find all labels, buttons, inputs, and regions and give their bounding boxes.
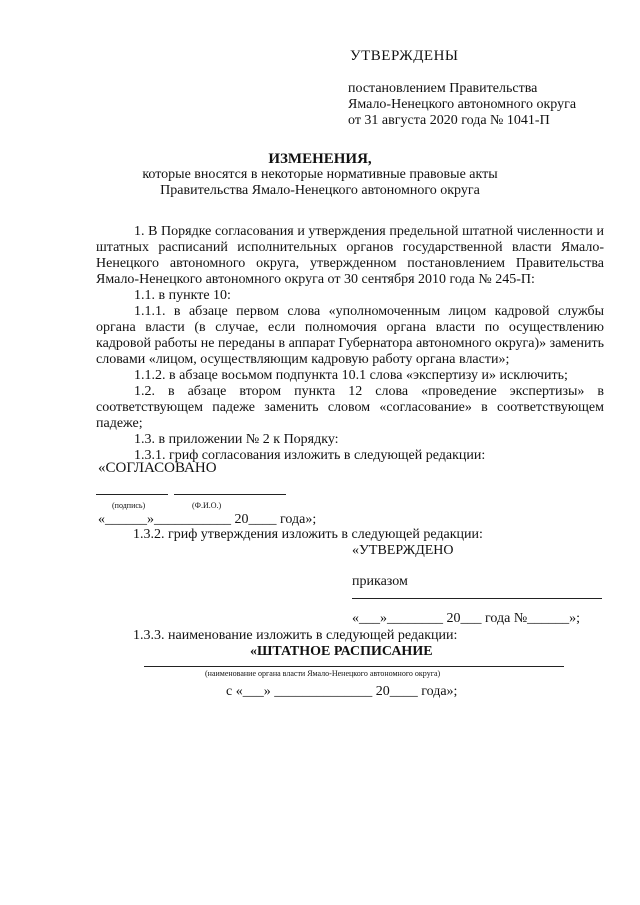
approved-stamp-order: приказом [352, 574, 408, 589]
name-line [174, 494, 286, 495]
paragraph-1-3: 1.3. в приложении № 2 к Порядку: [134, 432, 339, 447]
paragraph-1-3-2: 1.3.2. гриф утверждения изложить в следующей редакции: [133, 527, 483, 542]
approval-line-1: постановлением Правительства [348, 81, 538, 96]
approved-stamp-blank-line [352, 598, 602, 599]
staff-schedule-date-line: с «___» ______________ 20____ года»; [226, 684, 458, 699]
approval-line-2: Ямало-Ненецкого автономного округа [348, 97, 577, 112]
signature-caption: (подпись) [112, 501, 146, 510]
name-caption: (Ф.И.О.) [192, 501, 222, 510]
document-body [96, 224, 604, 464]
approval-line-3: от 31 августа 2020 года № 1041-П [348, 113, 550, 128]
paragraph-1-1: 1.1. в пункте 10: [134, 288, 231, 303]
approved-date-line: «___»________ 20___ года №______»; [352, 611, 581, 626]
document-subtitle-2: Правительства Ямало-Ненецкого автономного округа [160, 183, 480, 198]
approval-title: УТВЕРЖДЕНЫ [350, 48, 459, 64]
paragraph-1-1-1: 1.1.1. в абзаце первом слова «уполномоченным лицом кадровой службы органа власти (в случае, если полномочия органа власти по осуществлению кадровой работы не переданы в аппарат Губернатора автономного округа)» заменить словами «лицом, осуществляющим кадровую работу органа власти»; [96, 304, 604, 367]
paragraph-1-1-2: 1.1.2. в абзаце восьмом подпункта 10.1 слова «экспертизу и» исключить; [134, 368, 568, 383]
document-subtitle-1: которые вносятся в некоторые нормативные правовые акты [142, 167, 498, 182]
signature-line [96, 494, 168, 495]
agreed-stamp-title: «СОГЛАСОВАНО [98, 460, 217, 476]
agreed-date-line: «______»___________ 20____ года»; [98, 512, 317, 527]
staff-schedule-title: «ШТАТНОЕ РАСПИСАНИЕ [250, 644, 433, 659]
paragraph-1-2: 1.2. в абзаце втором пункта 12 слова «проведение экспертизы» в соответствующем падеже заменить словом «согласование» в соответствующем падеже; [96, 384, 604, 431]
document-title: ИЗМЕНЕНИЯ, [268, 151, 372, 167]
org-name-line [144, 666, 564, 667]
paragraph-1-3-3: 1.3.3. наименование изложить в следующей редакции: [133, 628, 458, 643]
org-name-caption: (наименование органа власти Ямало-Ненецкого автономного округа) [205, 669, 441, 678]
approved-stamp-title: «УТВЕРЖДЕНО [352, 543, 454, 558]
paragraph-1-3-1: 1.3.1. гриф согласования изложить в следующей редакции: [134, 448, 486, 463]
paragraph-1: 1. В Порядке согласования и утверждения предельной штатной численности и штатных расписаний исполнительных органов государственной власти Ямало-Ненецкого автономного округа, утвержденном постановлением Правительства Ямало-Ненецкого автономного округа от 30 сентября 2010 года № 245-П: [96, 224, 604, 287]
